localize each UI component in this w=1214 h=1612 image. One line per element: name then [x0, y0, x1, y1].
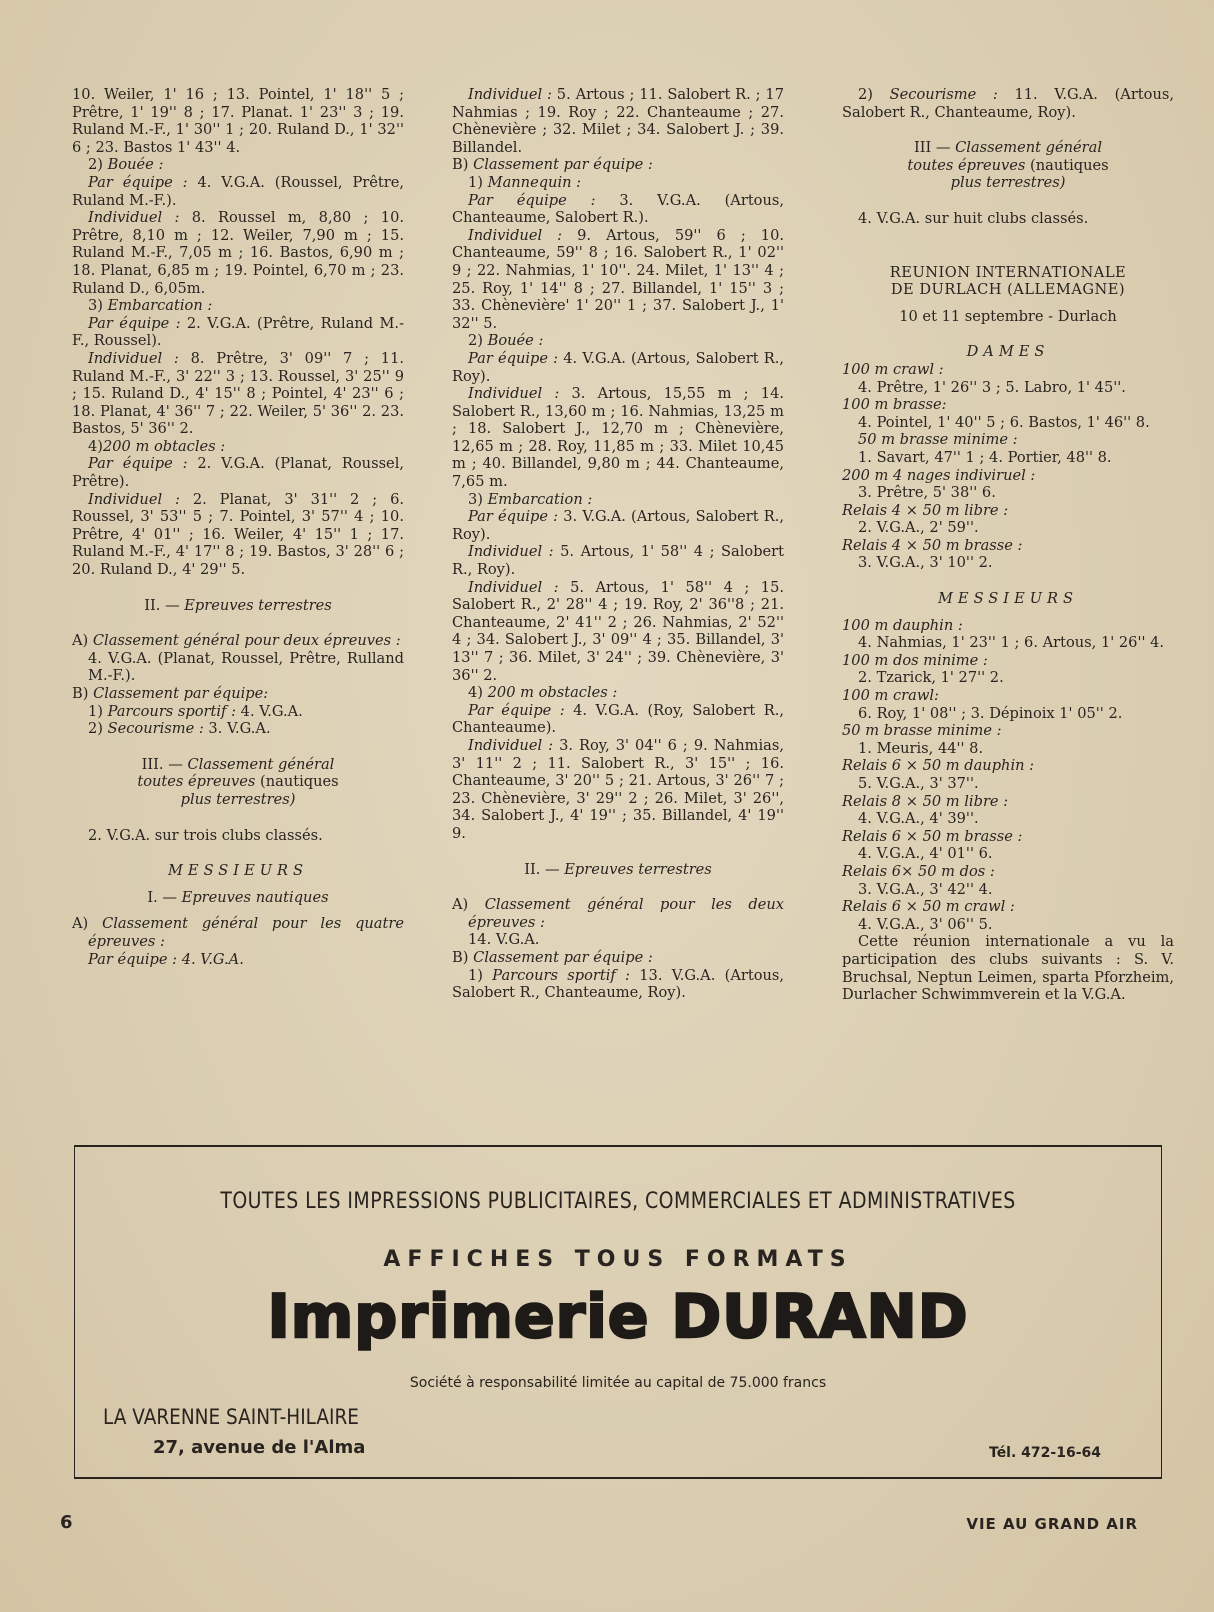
classification-heading: B) Classement par équipe : [452, 156, 653, 174]
event-heading: 1) Mannequin : [468, 173, 582, 191]
result-line: 4. Prêtre, 1' 26'' 3 ; 5. Labro, 1' 45''. [858, 378, 1126, 396]
entry-label: Individuel : [468, 86, 552, 103]
result-entry: Par équipe : 4. V.G.A. (Roussel, Prêtre, Ruland M.-F.). [72, 173, 404, 209]
spacer [842, 192, 1174, 210]
spacer [452, 843, 784, 861]
spacer [842, 608, 1174, 617]
event-heading: Relais 8 × 50 m libre : [842, 792, 1009, 810]
event-name: 200 m obstacles : [487, 684, 618, 702]
result-entry: Individuel : 8. Prêtre, 3' 09'' 7 ; 11. Ruland M.-F., 3' 22'' 3 ; 13. Roussel, 3' 25'' 9 ; 15. Ruland D., 4' 15'' 8 ; Pointel, 4' 23'' 6 ; 18. Planat, 4' 36'' 7 ; 22. Weiler, 5' 36'' 2. 23. Bastos, 5' 36'' 2. [72, 349, 405, 438]
result-entry: Par équipe : 3. V.G.A. (Artous, Salobert R., Roy). [452, 508, 784, 543]
meet-title: REUNION INTERNATIONALE [889, 263, 1127, 281]
result-entry: Individuel : 9. Artous, 59'' 6 ; 10. Chanteaume, 59'' 8 ; 16. Salobert R., 1' 02'' 9 ; 22. Nahmias, 1' 10''. 24. Milet, 1' 13'' 4 ; 25. Roy, 1' 14'' 8 ; 27. Billandel, 1' 15'' 3 ; 33. Chènevière' 1' 20'' 1 ; 37. Salobert J., 1' 32'' 5. [452, 226, 784, 332]
page-number: 6 [60, 1512, 73, 1533]
result-line: 1. Meuris, 44'' 8. [858, 739, 984, 757]
result-entry: Par équipe : 2. V.G.A. (Planat, Roussel, Prêtre). [72, 455, 405, 491]
event-heading: 100 m dauphin : [842, 616, 963, 634]
event-heading: 100 m crawl : [842, 360, 944, 378]
spacer [842, 299, 1174, 308]
classification-heading: A) Classement général pour les quatre épreuves : [72, 915, 404, 950]
entry-label: 1) Parcours sportif : [88, 702, 237, 720]
spacer [72, 880, 404, 889]
result-entry: Individuel : 3. Roy, 3' 04'' 6 ; 9. Nahmias, 3' 11'' 2 ; 11. Salobert R., 3' 15'' ; 16. Chanteaume, 3' 20'' 5 ; 21. Artous, 3' 26'' 7 ; 23. Chènevière, 3' 29'' 2 ; 26. Milet, 3' 26'', 34. Salobert J., 4' 19'' ; 35. Billandel, 4' 19'' 9. [452, 736, 784, 842]
result-line: 4. V.G.A., 4' 39''. [858, 810, 979, 828]
section-title: I. — Epreuves nautiques [147, 888, 329, 906]
event-heading: Relais 6 × 50 m brasse : [842, 827, 1023, 845]
result-entry: Par équipe : 4. V.G.A. (Roy, Salobert R., Chanteaume). [452, 701, 784, 737]
event-heading: 2) Bouée : [468, 332, 544, 350]
result-entry: Individuel : 8. Roussel m, 8,80 ; 10. Prêtre, 8,10 m ; 12. Weiler, 7,90 m ; 15. Ruland M.-F., 7,05 m ; 16. Bastos, 6,90 m ; 18. Planat, 6,85 m ; 19. Pointel, 6,70 m ; 23. Ruland D., 6,05m. [72, 209, 405, 297]
section-title: toutes épreuves (nautiques [137, 773, 339, 791]
event-heading: 4)200 m obtacles : [88, 437, 226, 455]
entry-label: 1) Parcours sportif : [468, 966, 630, 984]
section-title: II. — Epreuves terrestres [144, 596, 332, 614]
section-title: toutes épreuves (nautiques [907, 156, 1109, 174]
entry-label: Individuel : [468, 543, 554, 561]
event-heading: Relais 4 × 50 m brasse : [842, 536, 1023, 554]
spacer [72, 844, 404, 862]
event-name: Embarcation : [107, 297, 213, 315]
classification-heading: A) Classement général pour deux épreuves : [72, 632, 401, 650]
result-entry: 1) Parcours sportif : 13. V.G.A. (Artous, Salobert R., Chanteaume, Roy). [452, 966, 785, 1002]
ad-street-address: 27, avenue de l'Alma [153, 1437, 366, 1458]
event-heading: Relais 6 × 50 m crawl : [842, 898, 1015, 916]
result-line: 4. Pointel, 1' 40'' 5 ; 6. Bastos, 1' 46'' 8. [858, 413, 1150, 431]
spacer [842, 121, 1174, 139]
entry-label: Individuel : [88, 209, 180, 227]
event-heading: 100 m brasse: [842, 396, 947, 414]
result-line: 5. V.G.A., 3' 37''. [858, 775, 979, 792]
result-line: 1. Savart, 47'' 1 ; 4. Portier, 48'' 8. [858, 448, 1112, 466]
event-heading: 3) Embarcation : [468, 490, 593, 508]
result-line: 6. Roy, 1' 08'' ; 3. Dépinoix 1' 05'' 2. [858, 704, 1123, 722]
entry-label: 2) Secourisme : [88, 720, 204, 738]
column-3 [842, 86, 1174, 1004]
result-entry: Individuel : 5. Artous, 1' 58'' 4 ; 15. Salobert R., 2' 28'' 4 ; 19. Roy, 2' 36''8 ; 21. Chanteaume, 2' 41'' 2 ; 26. Nahmias, 2' 52'' 4 ; 34. Salobert J., 3' 09'' 4 ; 35. Billandel, 3' 13'' 7 ; 36. Milet, 3' 24'' ; 39. Chènevière, 3' 36'' 2. [452, 578, 784, 684]
event-heading: 50 m brasse minime : [858, 431, 1018, 449]
spacer [72, 579, 404, 597]
ad-city: LA VARENNE SAINT-HILAIRE [103, 1405, 359, 1429]
entry-label: Par équipe : [468, 508, 559, 526]
result-entry: Individuel : 3. Artous, 15,55 m ; 14. Salobert R., 13,60 m ; 16. Nahmias, 13,25 m ; 18. Salobert J., 12,70 m ; Chènevière, 12,65 m ; 28. Roy, 11,85 m ; 33. Milet 10,45 m ; 40. Billandel, 9,80 m ; 44. Chanteaume, 7,65 m. [452, 385, 784, 491]
category-heading: MESSIEURS [167, 862, 309, 880]
ad-company-name: Imprimerie DURAND [267, 1282, 969, 1352]
entry-label: Individuel : [468, 736, 554, 754]
publication-name: VIE AU GRAND AIR [966, 1515, 1138, 1533]
entry-label: Individuel : [88, 490, 180, 508]
entry-label: Par équipe : [88, 455, 188, 473]
event-name: Bouée : [487, 332, 544, 350]
classification-heading: A) Classement général pour les deux épreuves : [452, 896, 784, 931]
event-heading: 50 m brasse minime : [842, 722, 1002, 740]
section-title: III — Classement général [913, 139, 1103, 157]
category-heading: MESSIEURS [937, 590, 1079, 608]
entry-label: Individuel : [468, 226, 563, 244]
entry-label: Par équipe : [468, 349, 559, 367]
event-heading: Relais 6 × 50 m dauphin : [842, 757, 1035, 775]
result-entry: Individuel : 5. Artous ; 11. Salobert R. ; 17 Nahmias ; 19. Roy ; 22. Chanteaume ; 27. Chènevière ; 32. Milet ; 34. Salobert J. ; 39. Billandel. [452, 86, 785, 156]
result-entry: Par équipe : 3. V.G.A. (Artous, Chanteaume, Salobert R.). [452, 191, 784, 227]
ad-phone: Tél. 472-16-64 [989, 1445, 1101, 1461]
result-line: 3. V.G.A., 3' 42'' 4. [858, 880, 993, 898]
section-title: II. — Epreuves terrestres [524, 860, 712, 878]
result-entry: Par équipe : 2. V.G.A. (Prêtre, Ruland M.-F., Roussel). [72, 314, 404, 350]
section-title: plus terrestres) [950, 174, 1066, 192]
entry-label: Individuel : [468, 578, 559, 596]
spacer [842, 572, 1174, 590]
result-entry: Individuel : 5. Artous, 1' 58'' 4 ; Salobert R., Roy). [452, 543, 785, 579]
result-entry: Individuel : 2. Planat, 3' 31'' 2 ; 6. Roussel, 3' 53'' 5 ; 7. Pointel, 3' 57'' 4 ; 10. Prêtre, 4' 01'' ; 16. Weiler, 4' 15'' 1 ; 17. Ruland M.-F., 4' 17'' 8 ; 19. Bastos, 3' 28'' 6 ; 20. Ruland D., 4' 29'' 5. [72, 490, 404, 579]
event-heading: 3) Embarcation : [88, 297, 213, 315]
result-line: 3. V.G.A., 3' 10'' 2. [858, 554, 993, 572]
result-entry: 1) Parcours sportif : 4. V.G.A. [72, 703, 404, 721]
event-heading: 2) Bouée : [88, 156, 164, 174]
ad-legal-note: Société à responsabilité limitée au capital de 75.000 francs [409, 1375, 827, 1391]
event-heading: Par équipe : 4. V.G.A. [88, 950, 244, 968]
result-line: 2. V.G.A. sur trois clubs classés. [88, 826, 323, 844]
meet-date: 10 et 11 septembre - Durlach [899, 307, 1117, 325]
result-entry: 2) Secourisme : 11. V.G.A. (Artous, Salobert R., Chanteaume, Roy). [842, 86, 1174, 121]
event-name: Mannequin : [487, 173, 582, 191]
classification-heading: B) Classement par équipe : [452, 948, 653, 966]
entry-label: Par équipe : [468, 191, 596, 209]
result-entry: Par équipe : 4. V.G.A. (Artous, Salobert R., Roy). [452, 349, 784, 385]
classification-heading: B) Classement par équipe: [72, 685, 269, 702]
spacer [842, 228, 1174, 246]
spacer [72, 906, 404, 915]
result-line: 4. Nahmias, 1' 23'' 1 ; 6. Artous, 1' 26'' 4. [858, 634, 1165, 652]
event-heading: Relais 6× 50 m dos : [842, 862, 995, 880]
category-heading: DAMES [966, 343, 1050, 361]
result-line: 3. Prêtre, 5' 38'' 6. [858, 484, 996, 502]
spacer [72, 809, 404, 827]
result-line: 2. Tzarick, 1' 27'' 2. [858, 669, 1004, 687]
event-heading: Relais 4 × 50 m libre : [842, 501, 1009, 519]
event-name: Embarcation : [487, 490, 593, 508]
column-1 [72, 86, 404, 968]
spacer [452, 878, 784, 896]
advertisement-box [74, 1145, 1162, 1479]
ad-subtitle: AFFICHES TOUS FORMATS [383, 1247, 853, 1272]
event-name: 200 m obtacles : [102, 437, 226, 455]
result-line: 14. V.G.A. [468, 931, 540, 949]
column-2 [452, 86, 784, 1002]
meet-title: DE DURLACH (ALLEMAGNE) [890, 281, 1126, 299]
event-heading: 4) 200 m obstacles : [468, 684, 618, 702]
event-name: Bouée : [107, 156, 164, 174]
ad-tagline: TOUTES LES IMPRESSIONS PUBLICITAIRES, COMMERCIALES ET ADMINISTRATIVES [220, 1189, 1016, 1214]
spacer [842, 246, 1174, 264]
paragraph: 10. Weiler, 1' 16 ; 13. Pointel, 1' 18'' 5 ; Prêtre, 1' 19'' 8 ; 17. Planat. 1' 23'' 3 ; 19. Ruland M.-F., 1' 30'' 1 ; 20. Ruland D., 1' 32'' 6 ; 23. Bastos 1' 43'' 4. [72, 86, 404, 156]
spacer [842, 325, 1174, 343]
spacer [72, 738, 404, 756]
result-line: 4. V.G.A. sur huit clubs classés. [858, 209, 1089, 227]
section-title: plus terrestres) [180, 790, 296, 808]
entry-label: Par équipe : [88, 314, 181, 332]
spacer [72, 614, 404, 632]
result-line: 4. V.G.A., 4' 01'' 6. [858, 845, 993, 863]
event-heading: 100 m crawl: [842, 687, 939, 705]
result-entry: 2) Secourisme : 3. V.G.A. [72, 720, 404, 738]
result-line: 4. V.G.A., 3' 06'' 5. [858, 915, 993, 933]
entry-label: Par équipe : [468, 701, 565, 719]
entry-label: Par équipe : [88, 173, 188, 191]
event-heading: 100 m dos minime : [842, 651, 988, 669]
entry-label: Individuel : [88, 349, 179, 367]
entry-label: Individuel : [468, 385, 560, 403]
entry-label: 2) Secourisme : [858, 86, 998, 103]
event-heading: 200 m 4 nages indiviruel : [842, 466, 1036, 484]
section-title: III. — Classement général [141, 755, 335, 773]
paragraph: Cette réunion internationale a vu la participation des clubs suivants : S. V. Bruchsal, Neptun Leimen, sparta Pforzheim, Durlacher Schwimmverein et la V.G.A. [842, 933, 1174, 1004]
result-line: 4. V.G.A. (Planat, Roussel, Prêtre, Rulland M.-F.). [88, 649, 404, 685]
result-line: 2. V.G.A., 2' 59''. [858, 519, 979, 537]
